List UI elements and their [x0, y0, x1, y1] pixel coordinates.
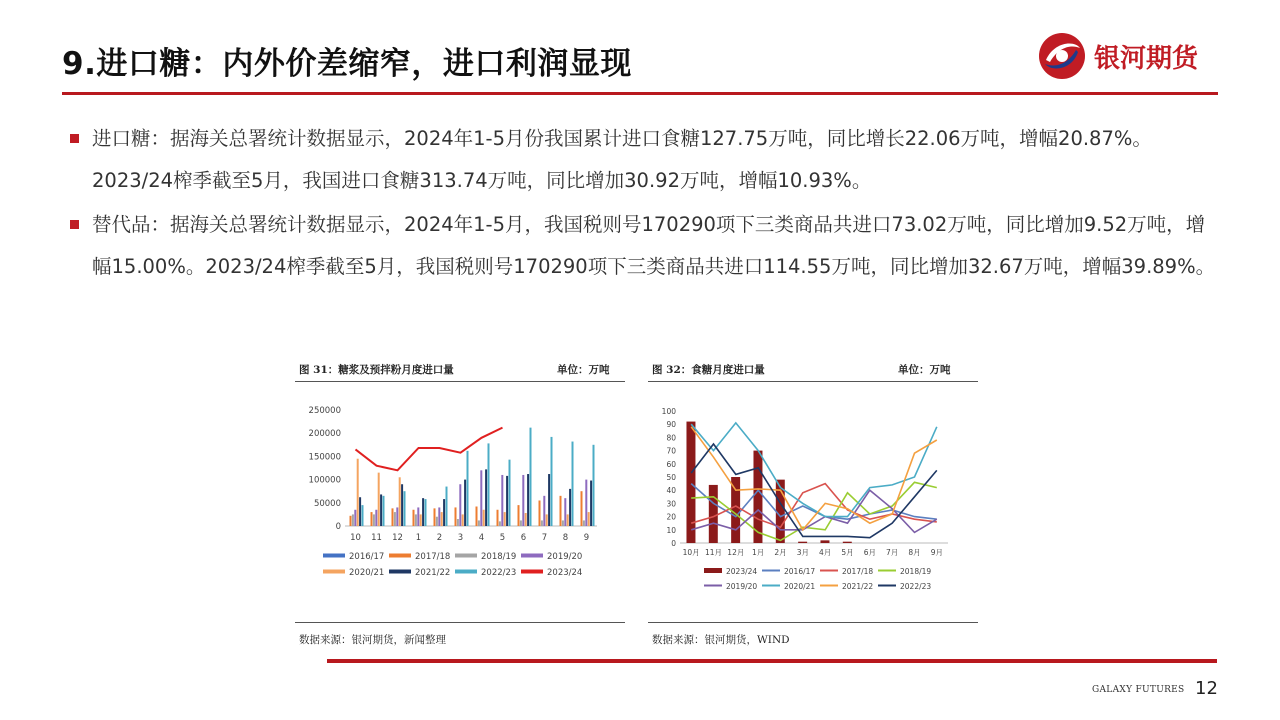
- undefined-bar: [413, 510, 415, 526]
- undefined-bar: [357, 459, 359, 526]
- undefined-bar: [488, 443, 490, 526]
- undefined-bar: [434, 508, 436, 526]
- bullet-square-icon: [70, 134, 79, 143]
- undefined-bar: [551, 437, 553, 526]
- undefined-x-tick: 6: [520, 533, 527, 543]
- undefined-x-tick: 3: [457, 533, 464, 543]
- undefined-x-tick: 3月: [796, 548, 809, 557]
- undefined-bar: [383, 496, 385, 526]
- undefined-bar: [506, 476, 508, 526]
- undefined-bar: [572, 442, 574, 526]
- undefined-bar: [539, 500, 541, 526]
- undefined-x-tick: 1: [415, 533, 422, 543]
- undefined-y-tick: 30: [666, 499, 676, 509]
- undefined-x-tick: 5: [499, 533, 506, 543]
- undefined-bar: [476, 507, 478, 526]
- undefined-legend-label: 2017/18: [842, 567, 874, 576]
- undefined-legend-label: 2021/22: [415, 568, 451, 578]
- chart1-unit: 单位：万吨: [557, 364, 610, 376]
- undefined-bar: [352, 514, 354, 526]
- undefined-bar: [731, 477, 740, 543]
- undefined-bar: [392, 508, 394, 526]
- undefined-bar: [457, 519, 459, 526]
- undefined-y-tick: 0: [335, 522, 341, 532]
- undefined-legend-label: 2021/22: [842, 582, 874, 591]
- undefined-bar: [564, 498, 566, 526]
- bullet-square-icon: [70, 220, 79, 229]
- undefined-x-tick: 6月: [863, 548, 876, 557]
- undefined-bar: [373, 514, 375, 526]
- undefined-series-line: [691, 423, 937, 517]
- undefined-bar: [459, 484, 461, 526]
- undefined-bar: [497, 510, 499, 526]
- undefined-bar: [438, 507, 440, 526]
- bullet-item-import-sugar: [62, 118, 1222, 202]
- undefined-legend-label: 2018/19: [481, 552, 517, 562]
- undefined-x-tick: 5月: [841, 548, 854, 557]
- undefined-bar: [509, 460, 511, 526]
- bullet-item-substitutes: [62, 204, 1222, 288]
- undefined-x-tick: 12月: [727, 548, 745, 557]
- undefined-legend-label: 2019/20: [547, 552, 583, 562]
- undefined-x-tick: 10月: [682, 548, 700, 557]
- undefined-x-tick: 11: [371, 533, 382, 543]
- chart2-title-divider: [648, 381, 978, 382]
- undefined-bar: [548, 474, 550, 526]
- undefined-y-tick: 100: [661, 407, 676, 416]
- undefined-y-tick: 50000: [313, 498, 341, 509]
- chart2-source: 数据来源：银河期货，WIND: [652, 634, 790, 646]
- undefined-y-tick: 70: [666, 446, 676, 456]
- undefined-bar: [518, 505, 520, 526]
- undefined-y-tick: 10: [666, 525, 676, 535]
- undefined-bar: [560, 496, 562, 526]
- undefined-y-tick: 60: [666, 459, 676, 469]
- undefined-y-tick: 250000: [308, 406, 341, 416]
- undefined-x-tick: 7月: [886, 548, 899, 557]
- chart2-sugar-monthly-imports: [648, 400, 978, 600]
- undefined-bar: [567, 514, 569, 526]
- undefined-bar: [588, 512, 590, 526]
- undefined-bar: [843, 542, 852, 543]
- undefined-bar: [798, 542, 807, 543]
- undefined-bar: [425, 499, 427, 526]
- undefined-bar: [583, 520, 585, 526]
- undefined-legend-label: 2020/21: [784, 582, 816, 591]
- undefined-bar: [686, 422, 695, 543]
- undefined-y-tick: 80: [666, 433, 676, 443]
- chart1-source: 数据来源：银河期货，新闻整理: [299, 634, 446, 646]
- logo-text: 银河期货: [1094, 44, 1199, 74]
- undefined-bar: [436, 517, 438, 526]
- undefined-bar: [354, 510, 356, 526]
- undefined-legend-label: 2020/21: [349, 568, 385, 578]
- undefined-legend-label: 2022/23: [481, 568, 517, 578]
- undefined-legend-label: 2016/17: [784, 567, 816, 576]
- undefined-bar: [504, 512, 506, 526]
- undefined-bar: [441, 512, 443, 526]
- chart1-title: 图 31：糖浆及预拌粉月度进口量: [299, 364, 454, 376]
- undefined-bar: [562, 520, 564, 526]
- footer-divider: [327, 659, 1217, 663]
- chart1-title-divider: [295, 381, 625, 382]
- undefined-series-line: [691, 484, 937, 528]
- undefined-bar: [420, 514, 422, 526]
- undefined-legend-label: 2023/24: [726, 567, 758, 576]
- undefined-bar: [569, 489, 571, 526]
- undefined-bar: [485, 469, 487, 526]
- undefined-y-tick: 90: [666, 420, 676, 430]
- undefined-bar: [359, 497, 361, 526]
- undefined-legend-label: 2023/24: [547, 568, 583, 578]
- undefined-legend-label: 2018/19: [900, 567, 932, 576]
- undefined-legend-label: 2016/17: [349, 552, 385, 562]
- undefined-x-tick: 10: [350, 533, 361, 543]
- undefined-bar: [501, 475, 503, 526]
- chart2-source-divider: [648, 622, 978, 623]
- undefined-x-tick: 8: [562, 533, 569, 543]
- undefined-bar: [530, 428, 532, 526]
- undefined-bar: [520, 520, 522, 526]
- undefined-bar: [527, 474, 529, 526]
- undefined-bar: [380, 494, 382, 526]
- undefined-bar: [581, 491, 583, 526]
- undefined-y-tick: 20: [666, 512, 676, 522]
- chart2-title: 图 32：食糖月度进口量: [652, 364, 765, 376]
- undefined-x-tick: 2: [436, 533, 443, 543]
- undefined-y-tick: 0: [671, 539, 676, 548]
- undefined-legend-swatch: [704, 568, 722, 573]
- undefined-bar: [478, 520, 480, 526]
- chart2-unit: 单位：万吨: [898, 364, 951, 376]
- undefined-bar: [404, 491, 406, 526]
- undefined-x-tick: 2月: [774, 548, 787, 557]
- undefined-bar: [350, 516, 352, 526]
- undefined-bar: [543, 496, 545, 526]
- undefined-bar: [417, 507, 419, 526]
- bullet-text: 进口糖：据海关总署统计数据显示，2024年1-5月份我国累计进口食糖127.75万吨，同比增长22.06万吨，增幅20.87%。2023/24榨季截至5月，我国进口食糖313.74万吨，同比增加30.92万吨，增幅10.93%。: [92, 127, 1152, 192]
- undefined-legend-label: 2019/20: [726, 582, 758, 591]
- undefined-bar: [399, 477, 401, 526]
- undefined-bar: [362, 505, 364, 526]
- undefined-y-tick: 200000: [308, 429, 341, 440]
- undefined-bar: [396, 507, 398, 526]
- undefined-y-tick: 40: [666, 486, 676, 496]
- undefined-bar: [483, 510, 485, 526]
- chart1-syrup-premix-imports: [295, 392, 625, 620]
- page-number: 12: [1195, 678, 1218, 699]
- bullet-text: 替代品：据海关总署统计数据显示，2024年1-5月，我国税则号170290项下三类商品共进口73.02万吨，同比增加9.52万吨，增幅15.00%。2023/24榨季截至5月，我国税则号170290项下三类商品共进口114.55万吨，同比增加32.67万吨，增幅39.89%。: [92, 213, 1216, 278]
- footer-brand: GALAXY FUTURES: [1092, 685, 1185, 695]
- undefined-bar: [590, 481, 592, 526]
- undefined-y-tick: 100000: [308, 475, 341, 486]
- undefined-bar: [371, 512, 373, 526]
- undefined-y-tick: 50: [666, 473, 676, 482]
- undefined-bar: [464, 480, 466, 526]
- undefined-bar: [446, 487, 448, 526]
- undefined-bar: [443, 499, 445, 526]
- undefined-x-tick: 11月: [704, 548, 723, 557]
- undefined-bar: [455, 507, 457, 526]
- undefined-bar: [375, 510, 377, 526]
- undefined-x-tick: 4月: [819, 548, 832, 557]
- undefined-legend-label: 2017/18: [415, 552, 451, 562]
- undefined-x-tick: 8月: [908, 548, 921, 557]
- undefined-x-tick: 1月: [752, 548, 765, 557]
- undefined-bar: [525, 513, 527, 526]
- undefined-bar: [499, 521, 501, 526]
- undefined-bar: [401, 484, 403, 526]
- undefined-legend-label: 2022/23: [900, 582, 932, 591]
- undefined-x-tick: 7: [541, 533, 548, 543]
- header-divider: [62, 92, 1218, 95]
- undefined-bar: [541, 520, 543, 526]
- undefined-bar: [467, 451, 469, 526]
- undefined-bar: [415, 514, 417, 526]
- undefined-bar: [546, 514, 548, 526]
- undefined-bar: [462, 514, 464, 526]
- undefined-bar: [593, 445, 595, 526]
- undefined-y-tick: 150000: [308, 452, 341, 463]
- undefined-bar: [394, 512, 396, 526]
- undefined-bar: [422, 498, 424, 526]
- undefined-bar: [820, 540, 829, 543]
- company-logo: [1036, 30, 1226, 82]
- undefined-x-tick: 4: [478, 533, 485, 543]
- galaxy-logo-icon: [1036, 30, 1088, 82]
- undefined-bar: [585, 480, 587, 526]
- undefined-bar: [709, 485, 718, 543]
- undefined-x-tick: 12: [392, 533, 403, 543]
- undefined-bar: [480, 470, 482, 526]
- page-title: 9.进口糖：内外价差缩窄，进口利润显现: [62, 46, 632, 82]
- bullet-list: [62, 118, 1222, 290]
- undefined-bar: [522, 475, 524, 526]
- undefined-bar: [378, 473, 380, 526]
- undefined-x-tick: 9: [583, 533, 590, 543]
- undefined-x-tick: 9月: [930, 548, 943, 557]
- chart1-source-divider: [295, 622, 625, 623]
- undefined-series-line: [356, 428, 503, 471]
